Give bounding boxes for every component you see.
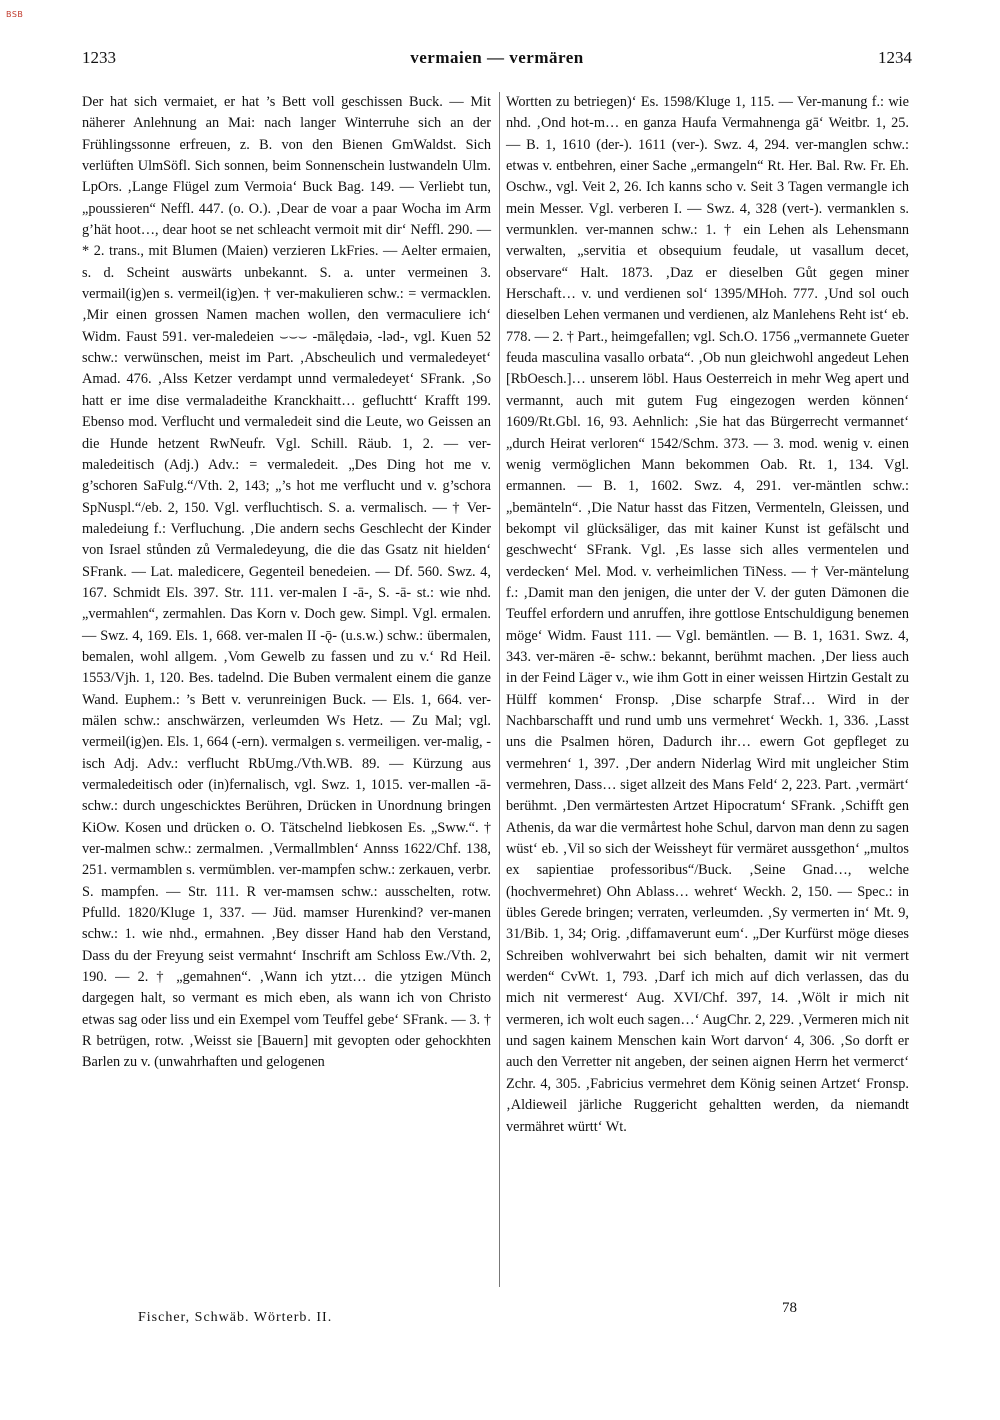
column-divider [499,92,500,1287]
right-column-text: Wortten zu betriegen)‘ Es. 1598/Kluge 1, 115. — Ver-manung f.: wie nhd. ‚Ond hot-m… en ganza Haufa Vermahnenga gā‘ Weitbr. 1, 25. — B. 1, 1610 (der-). 1611 (ver-). Swz. 4, 294. ver-manglen schw.: etwas v. entbehren, einer Sache „ermangeln“ Rt. Her. Bal. Rw. Fr. Eh. Oschw., vgl. Veit 2, 26. Ich kanns scho v. Seit 3 Tagen vermangle ich mein Messer. Vgl. verberen I. — Swz. 4, 328 (vert-). vermanklen s. vermunklen. ver-mannen schw.: 1. † ein Lehen als Lehensmann verwalten, „servitia et obsequium feudale, ut vasallum decet, observare“ Halt. 1873. ‚Daz er dieselben Gůt gegen miner Herschaft… v. und verdienen sol‘ 1395/MHoh. 777. ‚Und sol ouch dieselben Lehen vermanen und verdienen, alz Manlehens Reht ist‘ eb. 778. — 2. † Part., heimgefallen; vgl. Sch.O. 1756 „vermannete Gueter feuda masculina vasallo orbata“. ‚Ob nun gleichwohl angedeut Lehen [RbOesch.]… unserem löbl. Haus Oesterreich in mehr Weg apert und vermannt, auch mit gutem Fug eingezogen werden können‘ 1609/Rt.Gbl. 16, 93. Aehnlich: ‚Sie hat das Bürgerrecht vermannet‘ „durch Heirat verloren“ 1542/Schm. 373. — 3. mod. wenig v. einen wenig vermöglichen Mann bekommen Oab. Rt. 1, 134. Vgl. ermannen. — B. 1, 1602. Swz. 4, 291. ver-mäntlen schw.: „bemänteln“. ‚Die Natur hasst das Fitzen, Vermenteln, Gleissen, und bekompt vil glücksäliger, das mit kainer Kunst ist gefälscht und geschwecht‘ SFrank. Vgl. ‚Es lasse sich alles vermentelen und verdecken‘ Mel. Mod. v. verheimlichen TiNess. — † Ver-mäntelung f.: ‚Damit man den jenigen, die unter der V. der guten Dämonen die Teuffel erfordern und anruffen, ihre gottlose Entschuldigung benemen möge‘ Widm. Faust 111. — Vgl. bemäntlen. — B. 1, 1631. Swz. 4, 343. ver-mären -ē- schw.: bekannt, berühmt machen. ‚Der liess auch in der Feind Läger v., wie ihm Gott in einer weissen Hirtzin Gestalt zu Hülff kommen‘ Fronsp. ‚Dise scharpfe Straf… Wird in der Nachbarschafft und rund umb uns vermehret‘ Weckh. 1, 336. ‚Lasst uns die Psalmen hören, Dadurch ihr… ewern Got gepfleget zu vermehren‘ 1, 397. ‚Der andern Niderlag Wird mit ungleicher Stim vermehren, Dass… siget allzeit des Mans Feld‘ 2, 223. Part. ‚vermärt‘ berühmt. ‚Den vermärtesten Artzet Hipocratum‘ SFrank. ‚Schifft gen Athenis, da war die vermårtest hohe Schul, darvon man denn zu sagen wüst‘ eb. ‚Vil so sich der Weissheyt für vermäret aussgethon‘ „multos ex sapientiae professoribus“/Buck. ‚Seine Gnad…, welche (hochvermehret) Ohn Ablass… wehret‘ Weckh. 2, 150. — Spec.: in übles Gerede bringen; verraten, verleumden. ‚Sy vermerten in‘ Mt. 9, 31/Bib. 1, 34; Orig. ‚diffamaverunt eum‘. „Der Kurfürst möge dieses Schreiben wohlverwahrt bei sich behalten, damit wir nit vermert werden“ CvWt. 1, 793. ‚Darf ich mich auf dich verlassen, das du mich nit vermerest‘ Aug. XVI/Chf. 397, 14. ‚Wölt ir mich nit vermeren, ich wolt euch sagen…‘ AugChr. 2, 229. ‚Vermeren mich nit und sagen kainem Menschen kain Wort darvon‘ 4, 306. ‚So dorft er auch den Verretter nit angeben, der seinen aignen Herrn het vermerct‘ Zchr. 4, 305. ‚Fabricius vermehret dem König seinen Artzet‘ Fronsp. ‚Aldieweil järliche Ruggericht gehaltten werden, da niemandt vermähret württ‘ Wt. [506,94,909,1135]
library-stamp: BSB [6,10,24,19]
imprint-footer: Fischer, Schwäb. Wörterb. II. [138,1310,333,1325]
page-number-right: 1234 [878,48,912,67]
right-column [506,92,909,1138]
page-header [82,48,912,72]
running-title: vermaien — vermären [410,48,584,67]
page-number-left: 1233 [82,48,116,67]
sheet-number: 78 [782,1300,797,1316]
left-column [82,92,491,1074]
left-column-text: Der hat sich vermaiet, er hat ’s Bett voll geschissen Buck. — Mit näherer Anlehnung an Mai: nach langer Winterruhe sich an der Frühlingssonne erfreuen, z. B. von den Bienen GmWaldst. Sich verlüften UlmSöfl. Sich sonnen, beim Sonnenschein lustwandeln Ulm. LpOrs. ‚Lange Flügel zum Vermoia‘ Buck Bag. 149. — Verliebt tun, „poussieren“ Neffl. 447. (o. O.). ‚Dear de voar a paar Wocha im Arm g’hät hoot…, dear hoot se net schleacht vermoit mit dir‘ Neffl. 290. — * 2. trans., mit Blumen (Maien) verzieren LkFries. — Aelter ermaien, s. d. Scheint auswärts unbekannt. S. a. unter vermeinen 3. vermail(ig)en s. vermeil(ig)en. † ver-makulieren schw.: = vermacklen. ‚Mir einen grossen Namen machen wollen, den vermaculiere ich‘ Widm. Faust 591. ver-maledeien ⌣⌣⌣ -mālędəiə, -ləd-, vgl. Kuen 52 schw.: verwünschen, meist im Part. ‚Abscheulich und vermaledeyet‘ Amad. 476. ‚Alss Ketzer verdampt unnd vermaledeyet‘ SFrank. ‚So hatt er ime dise vermaladeithe Kranckhaitt… gefluchtt‘ Krafft 199. Ebenso mod. Verflucht und vermaledeit sind die Leute, wo Geissen an die Hunde hetzent RwNeufr. Vgl. Schill. Räub. 1, 2. — ver-maledeitisch (Adj.) Adv.: = vermaledeit. „Des Ding hot me v. g’schoren SaFulg.“/Vth. 2, 143; „’s hot me verflucht und v. g’schora SpNuspl.“/eb. 2, 150. Vgl. verfluchtisch. S. a. vermalisch. — † Ver-maledeiung f.: Verfluchung. ‚Die andern sechs Geschlecht der Kinder von Israel stůnden zů Vermaledeyung, die die das Gsatz nit hielden‘ SFrank. — Lat. maledicere, Gegenteil benedeien. — Df. 560. Swz. 4, 167. Schmidt Els. 397. Str. 111. ver-malen I -ā-, S. -ā- st.: wie nhd. „vermahlen“, zermahlen. Das Korn v. Doch gew. Simpl. Vgl. ermalen. — Swz. 4, 169. Els. 1, 668. ver-malen II -ǭ- (u.s.w.) schw.: übermalen, bemalen, wohl allgem. ‚Vom Gewelb zu fassen und zu v.‘ Rd Heil. 1553/Vjh. 1, 120. Bes. tadelnd. Die Buben vermalent einem die ganze Wand. Euphem.: ’s Bett v. verunreinigen Buck. — Els. 1, 664. ver-mälen schw.: anschwärzen, verleumden Ws Hetz. — Zu Mal; vgl. vermeil(ig)en. Els. 1, 664 (-ern). vermalgen s. vermeiligen. ver-malig, -isch Adj. Adv.: verflucht RbUmg./Vth.WB. 89. — Kürzung aus vermaledeitisch oder (in)fernalisch, vgl. Swz. 1, 1015. ver-mallen -ā- schw.: durch ungeschicktes Berühren, Drücken in Unordnung bringen KiOw. Kosen und drücken o. O. Tätschelnd liebkosen Es. „Sww.“. † ver-malmen schw.: zermalmen. ‚Vermallmblen‘ Annss 1622/Chf. 138, 251. vermamblen s. vermümblen. ver-mampfen schw.: zerkauen, verbr. S. mampfen. — Str. 111. R ver-mamsen schw.: ausschelten, rotw. Pfulld. 1820/Kluge 1, 337. — Jüd. mamser Hurenkind? ver-manen schw.: 1. wie nhd., ermahnen. ‚Bey disser Hand hab den Verstand, Dass du der Freyung seist vermahnt‘ Inschrift am Schloss Ew./Vth. 2, 190. — 2. † „gemahnen“. ‚Wann ich ytzt… die ytzigen Münch dargegen halt, so vermant es mich eben, als wann ich von Christo etwas sag oder liss und ein Exempel vom Teuffel gebe‘ SFrank. — 3. † R betrügen, rotw. ‚Weisst sie [Bauern] mit gevopten oder gehockhten Barlen zu v. (unwahrhaften und gelogenen [82,94,491,1071]
